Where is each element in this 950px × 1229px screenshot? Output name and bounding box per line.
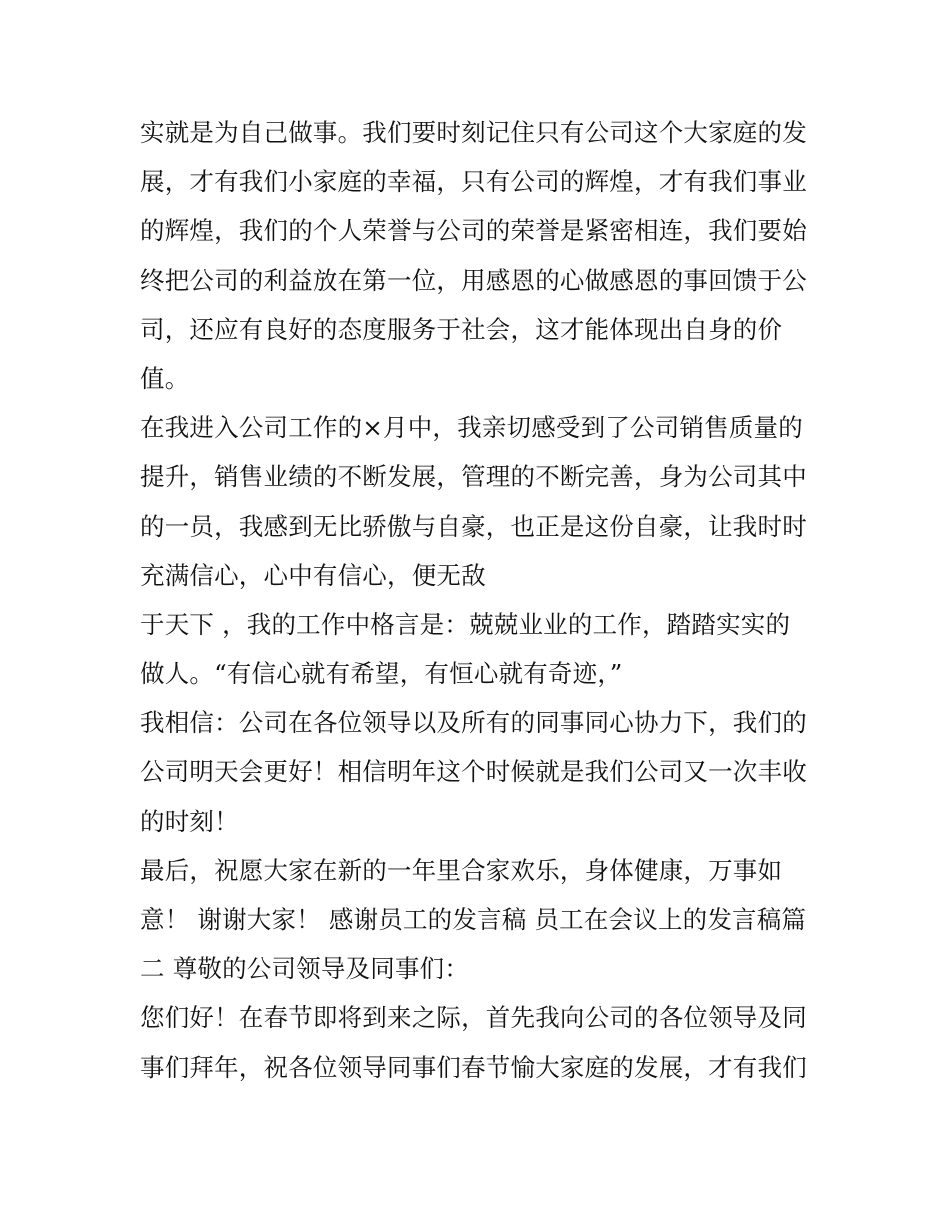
text-line: 实就是为自己做事。我们要时刻记住只有公司这个大家庭的发	[140, 118, 807, 147]
text-line: 做人。“有信心就有希望，有恒心就有奇迹，”	[140, 659, 623, 689]
text-line: 司，还应有良好的态度服务于社会，这才能体现出自身的价	[140, 314, 783, 344]
text-line: 的时刻！	[140, 806, 239, 836]
text-line: 意！ 谢谢大家！ 感谢员工的发言稿 员工在会议上的发言稿篇	[140, 905, 807, 934]
text-line: 展，才有我们小家庭的幸福，只有公司的辉煌，才有我们事业	[140, 167, 807, 197]
text-line: 的一员，我感到无比骄傲与自豪，也正是这份自豪，让我时时	[140, 511, 807, 541]
document-body	[140, 108, 840, 1092]
text-line: 最后，祝愿大家在新的一年里合家欢乐，身体健康，万事如	[140, 855, 783, 885]
text-line: 二 尊敬的公司领导及同事们：	[140, 954, 470, 984]
text-line: 事们拜年，祝各位领导同事们春节愉大家庭的发展，才有我们	[140, 1052, 807, 1082]
text-line: 充满信心，心中有信心，便无敌	[140, 560, 486, 590]
text-line: 您们好！在春节即将到来之际，首先我向公司的各位领导及同	[140, 1003, 807, 1033]
text-line: 于天下 ，我的工作中格言是：兢兢业业的工作，踏踏实实的	[140, 609, 791, 639]
text-line: 的辉煌，我们的个人荣誉与公司的荣誉是紧密相连，我们要始	[140, 216, 807, 246]
text-line: 我相信：公司在各位领导以及所有的同事同心协力下，我们的	[140, 708, 807, 738]
text-line: 公司明天会更好！相信明年这个时候就是我们公司又一次丰收	[140, 757, 807, 787]
text-line: 终把公司的利益放在第一位，用感恩的心做感恩的事回馈于公	[140, 265, 807, 295]
text-line: 提升，销售业绩的不断发展，管理的不断完善，身为公司其中	[140, 462, 807, 492]
text-line: 在我进入公司工作的×月中，我亲切感受到了公司销售质量的	[140, 413, 803, 443]
text-line: 值。	[140, 363, 190, 393]
